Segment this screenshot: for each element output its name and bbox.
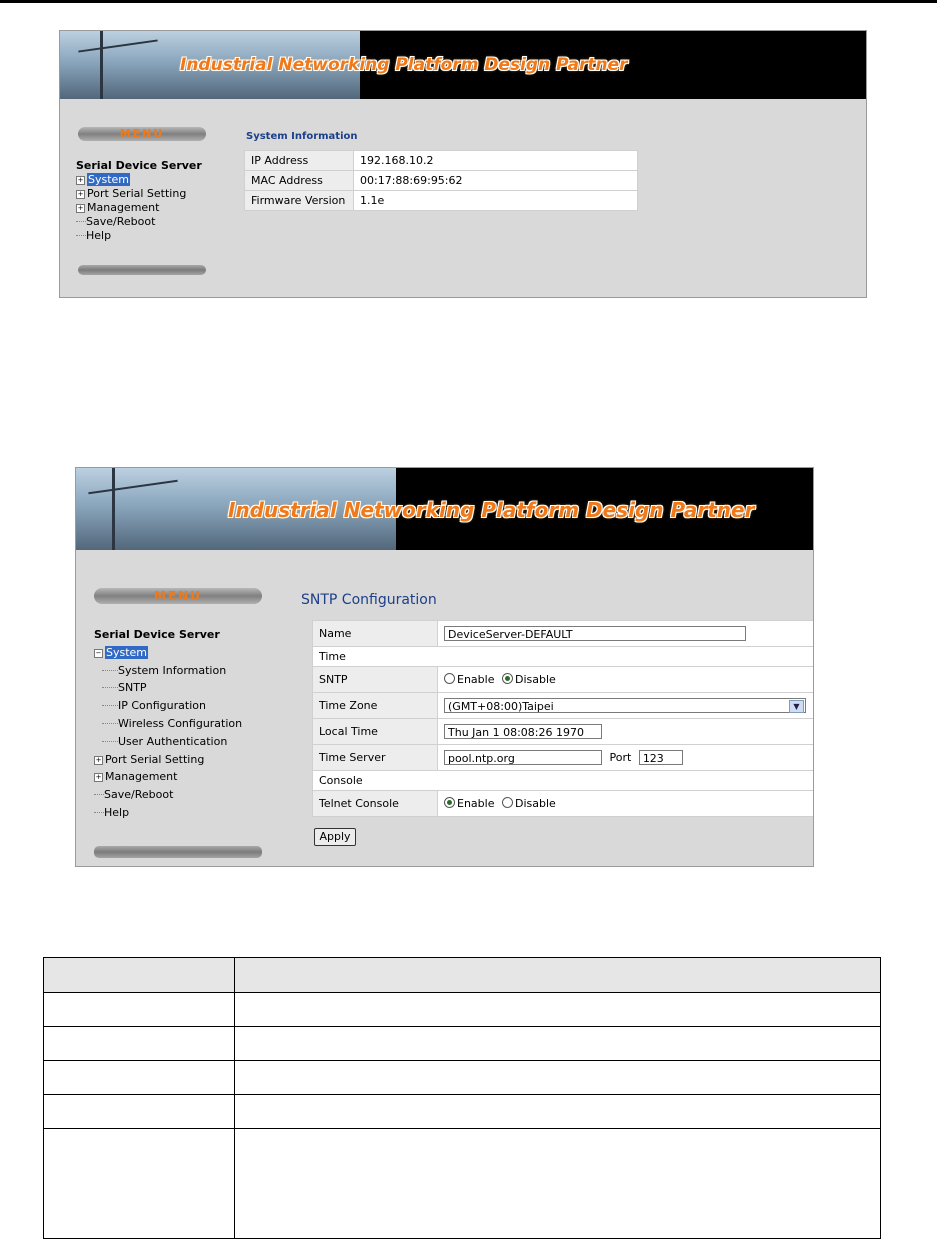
tree-item-management[interactable]: + Management — [77, 201, 160, 214]
firmware-version-value: 1.1e — [354, 191, 638, 211]
nav-tree — [94, 626, 242, 822]
tree-item-save-reboot[interactable]: Save/Reboot — [94, 786, 242, 804]
table-cell — [235, 1129, 881, 1239]
console-section-header: Console — [313, 771, 814, 791]
tree-item-help[interactable]: Help — [76, 229, 202, 243]
table-row — [313, 693, 814, 719]
tree-item-port-serial-setting[interactable]: + Port Serial Setting — [77, 187, 187, 200]
table-row — [44, 1129, 881, 1239]
name-input[interactable]: DeviceServer-DEFAULT — [444, 626, 746, 641]
table-cell — [235, 1061, 881, 1095]
table-cell — [44, 1095, 235, 1129]
tree-item-port-serial-setting[interactable]: + Port Serial Setting — [95, 752, 205, 766]
table-row — [245, 171, 638, 191]
table-row — [245, 191, 638, 211]
system-info-table — [244, 150, 638, 211]
tree-root: Serial Device Server — [94, 628, 220, 641]
tree-item-help[interactable]: Help — [94, 804, 242, 822]
menu-header: MENU — [78, 127, 206, 141]
table-row — [313, 647, 814, 667]
chevron-down-icon: ▼ — [789, 700, 804, 713]
port-input[interactable]: 123 — [639, 750, 683, 765]
table-cell — [44, 1061, 235, 1095]
ip-address-label: IP Address — [245, 151, 354, 171]
ip-address-value: 192.168.10.2 — [354, 151, 638, 171]
tree-root: Serial Device Server — [76, 159, 202, 172]
time-section-header: Time — [313, 647, 814, 667]
table-row — [245, 151, 638, 171]
table-header-row — [44, 958, 881, 993]
name-label: Name — [313, 621, 438, 647]
apply-button[interactable]: Apply — [314, 828, 356, 846]
telnet-console-label: Telnet Console — [313, 791, 438, 817]
header-cell — [44, 958, 235, 993]
tree-item-save-reboot[interactable]: Save/Reboot — [76, 215, 202, 229]
telnet-disable-radio[interactable]: Disable — [502, 797, 556, 810]
table-cell — [44, 993, 235, 1027]
parameter-table — [43, 957, 881, 1239]
sntp-config-screenshot — [75, 467, 814, 867]
table-row — [313, 745, 814, 771]
section-title: SNTP Configuration — [301, 592, 437, 608]
menu-footer — [94, 846, 262, 858]
local-time-label: Local Time — [313, 719, 438, 745]
tree-item-wireless-configuration[interactable]: Wireless Configuration — [94, 715, 242, 733]
time-server-input[interactable]: pool.ntp.org — [444, 750, 602, 765]
table-row — [313, 771, 814, 791]
sntp-disable-radio[interactable]: Disable — [502, 673, 556, 686]
timezone-label: Time Zone — [313, 693, 438, 719]
table-cell — [235, 993, 881, 1027]
table-row — [44, 1061, 881, 1095]
port-label: Port — [609, 750, 632, 764]
nav-tree — [76, 159, 202, 243]
table-cell — [44, 1129, 235, 1239]
menu-footer — [78, 265, 206, 275]
tree-item-management[interactable]: + Management — [95, 770, 178, 784]
header-banner — [60, 31, 866, 99]
tree-item-user-authentication[interactable]: User Authentication — [94, 733, 242, 751]
tree-item-system[interactable]: + System — [77, 173, 130, 186]
tree-item-system[interactable]: − System — [95, 645, 148, 659]
table-cell — [235, 1095, 881, 1129]
time-server-label: Time Server — [313, 745, 438, 771]
timezone-select[interactable]: (GMT+08:00)Taipei ▼ — [444, 698, 806, 713]
table-row — [44, 993, 881, 1027]
sntp-label: SNTP — [313, 667, 438, 693]
header-banner — [76, 468, 813, 550]
table-row — [313, 621, 814, 647]
table-cell — [235, 1027, 881, 1061]
table-row — [313, 719, 814, 745]
page-top-rule — [0, 0, 937, 3]
banner-title: Industrial Networking Platform Design Partner — [228, 498, 755, 522]
menu-header: MENU — [94, 588, 262, 604]
firmware-version-label: Firmware Version — [245, 191, 354, 211]
table-cell — [44, 1027, 235, 1061]
header-cell — [235, 958, 881, 993]
banner-title: Industrial Networking Platform Design Partner — [180, 55, 628, 75]
table-row — [313, 791, 814, 817]
sntp-enable-radio[interactable]: Enable — [444, 673, 494, 686]
section-title: System Information — [246, 131, 358, 142]
mac-address-value: 00:17:88:69:95:62 — [354, 171, 638, 191]
telnet-enable-radio[interactable]: Enable — [444, 797, 494, 810]
system-info-screenshot — [59, 30, 867, 298]
table-row — [44, 1027, 881, 1061]
tree-item-system-information[interactable]: System Information — [94, 662, 242, 680]
mac-address-label: MAC Address — [245, 171, 354, 191]
tree-item-sntp[interactable]: SNTP — [94, 679, 242, 697]
local-time-input[interactable]: Thu Jan 1 08:08:26 1970 — [444, 724, 602, 739]
table-row — [44, 1095, 881, 1129]
table-row — [313, 667, 814, 693]
sntp-config-table — [312, 620, 814, 817]
tree-item-ip-configuration[interactable]: IP Configuration — [94, 697, 242, 715]
